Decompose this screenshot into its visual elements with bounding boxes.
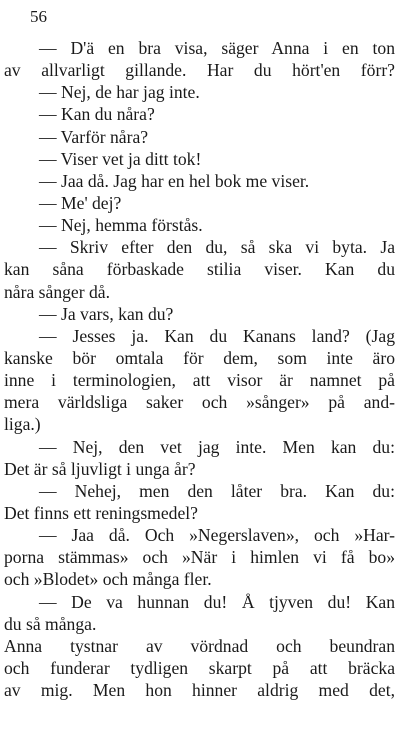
page-number: 56 xyxy=(30,7,47,26)
text-line: — Kan du nåra? xyxy=(39,104,155,125)
text-line: du så många. xyxy=(4,613,97,634)
text-line: Det finns ett reningsmedel? xyxy=(4,502,198,523)
text-line: liga.) xyxy=(4,414,41,435)
text-line: mera världsliga saker och »sånger» på and- xyxy=(4,392,395,413)
text-line: — Nej, den vet jag inte. Men kan du: xyxy=(39,436,395,457)
text-line: — Nej, de har jag inte. xyxy=(39,82,200,103)
page-body xyxy=(4,37,395,701)
text-line: — Nehej, men den låter bra. Kan du: xyxy=(39,480,395,501)
text-line: — Me' dej? xyxy=(39,192,122,213)
text-line: — Jaa då. Jag har en hel bok me viser. xyxy=(39,170,310,191)
text-line: och »Blodet» och många fler. xyxy=(4,569,212,590)
text-line: — D'ä en bra visa, säger Anna i en ton xyxy=(39,38,395,58)
text-line: porna stämmas» och »När i himlen vi få bo» xyxy=(4,547,395,568)
text-line: av mig. Men hon hinner aldrig med det, xyxy=(4,680,395,701)
text-line: — Viser vet ja ditt tok! xyxy=(39,148,202,169)
text-line: och funderar tydligen skarpt på att bräcka xyxy=(4,657,395,678)
text-line: Anna tystnar av vördnad och beundran xyxy=(4,635,395,656)
text-line: — Ja vars, kan du? xyxy=(39,303,174,324)
text-line: — Jesses ja. Kan du Kanans land? (Jag xyxy=(39,325,395,346)
text-line: inne i terminologien, att visor är namnet på xyxy=(4,370,395,391)
text-line: — Nej, hemma förstås. xyxy=(39,215,203,236)
text-line: — Jaa då. Och »Negerslaven», och »Har- xyxy=(39,525,395,546)
text-line: nåra sånger då. xyxy=(4,281,110,302)
text-line: kanske bör omtala för dem, som inte äro xyxy=(4,347,395,368)
text-line: — De va hunnan du! Å tjyven du! Kan xyxy=(39,591,395,612)
text-line: Det är så ljuvligt i unga år? xyxy=(4,458,196,479)
text-line: — Skriv efter den du, så ska vi byta. Ja xyxy=(39,237,395,258)
text-line: av allvarligt gillande. Har du hört'en förr? xyxy=(4,60,395,81)
text-line: kan såna förbaskade stilia viser. Kan du xyxy=(4,259,395,280)
text-line: — Varför nåra? xyxy=(39,126,149,147)
